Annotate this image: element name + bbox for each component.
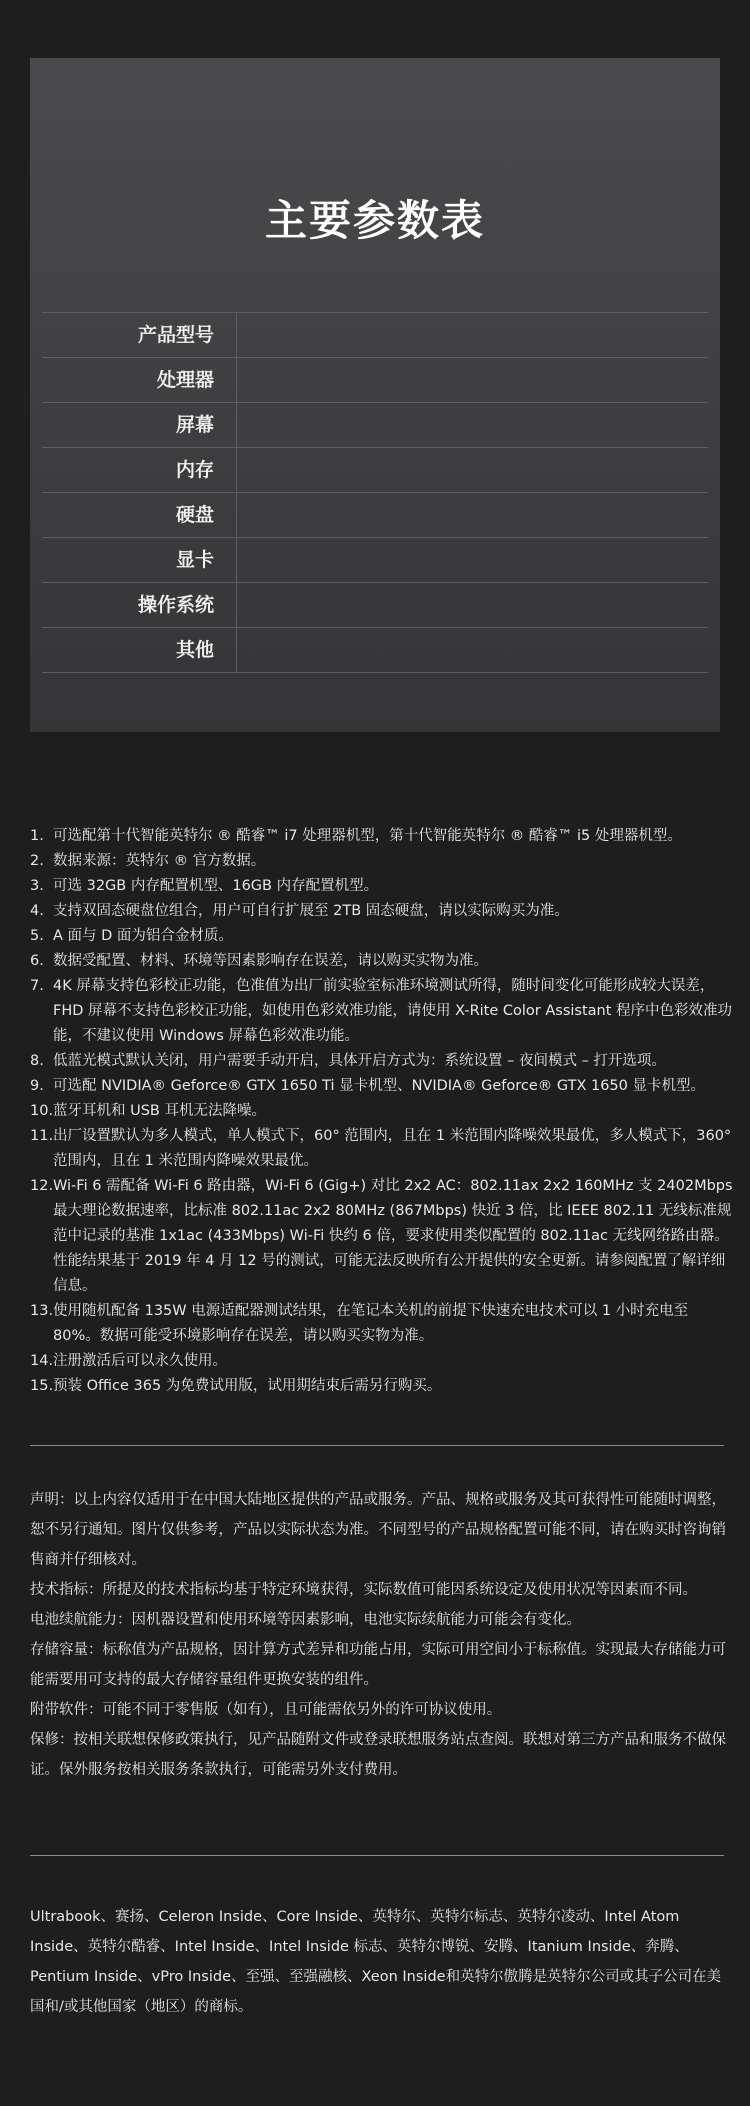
footnote-number: 10. (30, 1103, 54, 1119)
footnote-text: 注册激活后可以永久使用。 (53, 1353, 227, 1369)
footnote-text: 预装 Office 365 为免费试用版，试用期结束后需另行购买。 (53, 1378, 442, 1394)
footnote-text: A 面与 D 面为铝合金材质。 (53, 928, 233, 944)
footnote-item (30, 924, 735, 949)
spec-value (237, 583, 708, 627)
footnote-number: 14. (30, 1353, 54, 1369)
footnote-text: 可选 32GB 内存配置机型、16GB 内存配置机型。 (53, 878, 379, 894)
footnote-number: 8. (30, 1053, 44, 1069)
footnote-number: 11. (30, 1128, 54, 1144)
footnote-text: 数据来源：英特尔 ® 官方数据。 (53, 853, 266, 869)
spec-row-os (42, 583, 708, 628)
footnote-text: 可选配第十代智能英特尔 ® 酷睿™ i7 处理器机型，第十代智能英特尔 ® 酷睿™ i5 处理器机型。 (53, 828, 682, 844)
spec-label: 其他 (42, 628, 237, 672)
footnote-number: 13. (30, 1303, 54, 1319)
spec-row-memory (42, 448, 708, 493)
spec-card (30, 58, 720, 732)
disclaimer-battery: 电池续航能力：因机器设置和使用环境等因素影响，电池实际续航能力可能会有变化。 (30, 1612, 581, 1628)
disclaimer-tech-specs: 技术指标：所提及的技术指标均基于特定环境获得，实际数值可能因系统设定及使用状况等因素而不同。 (30, 1582, 697, 1598)
footnote-text: 使用随机配备 135W 电源适配器测试结果，在笔记本关机的前提下快速充电技术可以 1 小时充电至 80%。数据可能受环境影响存在误差，请以购买实物为准。 (53, 1303, 689, 1344)
footnote-item (30, 1099, 735, 1124)
spec-value (237, 313, 708, 357)
spec-row-graphics (42, 538, 708, 583)
footnote-item (30, 874, 735, 899)
disclaimer-statement: 声明：以上内容仅适用于在中国大陆地区提供的产品或服务。产品、规格或服务及其可获得性可能随时调整，恕不另行通知。图片仅供参考，产品以实际状态为准。不同型号的产品规格配置可能不同，请在购买时咨询销售商并仔细核对。 (30, 1492, 726, 1568)
footnote-number: 4. (30, 903, 44, 919)
footnote-text: 可选配 NVIDIA® Geforce® GTX 1650 Ti 显卡机型、NVIDIA® Geforce® GTX 1650 显卡机型。 (53, 1078, 705, 1094)
spec-value (237, 538, 708, 582)
footnote-text: 数据受配置、材料、环境等因素影响存在误差，请以购买实物为准。 (53, 953, 488, 969)
footnote-item (30, 1374, 735, 1399)
spec-label: 硬盘 (42, 493, 237, 537)
spec-value (237, 628, 708, 672)
footnote-number: 5. (30, 928, 44, 944)
footnote-number: 9. (30, 1078, 44, 1094)
spec-label: 显卡 (42, 538, 237, 582)
footnote-text: 出厂设置默认为多人模式，单人模式下，60° 范围内，且在 1 米范围内降噪效果最优，多人模式下，360° 范围内，且在 1 米范围内降噪效果最优。 (53, 1128, 732, 1169)
spec-row-storage (42, 493, 708, 538)
footnote-number: 12. (30, 1178, 54, 1194)
spec-label: 屏幕 (42, 403, 237, 447)
disclaimer-warranty: 保修：按相关联想保修政策执行，见产品随附文件或登录联想服务站点查阅。联想对第三方产品和服务不做保证。保外服务按相关服务条款执行，可能需另外支付费用。 (30, 1732, 726, 1778)
footnote-number: 3. (30, 878, 44, 894)
disclaimer-storage: 存储容量：标称值为产品规格，因计算方式差异和功能占用，实际可用空间小于标称值。实现最大存储能力可能需要用可支持的最大存储容量组件更换安装的组件。 (30, 1642, 726, 1688)
footnote-text: Wi-Fi 6 需配备 Wi-Fi 6 路由器，Wi-Fi 6 (Gig+) 对比 2x2 AC：802.11ax 2x2 160MHz 支 2402Mbps 最大理论数据速率，比标准 802.11ac 2x2 80MHz (867Mbps) 快近 3 倍，比 IEEE 802.11 无线标准规范中记录的基准 1x1ac (433Mbps) Wi-Fi 快约 6 倍，要求使用类似配置的 802.11ac 无线网络路由器。性能结果基于 2019 年 4 月 12 号的测试，可能无法反映所有公开提供的安全更新。请参阅配置了解详细信息。 (53, 1178, 733, 1294)
footnote-item (30, 824, 735, 849)
footnote-item (30, 949, 735, 974)
disclaimer-section (30, 1485, 730, 1785)
footnote-number: 2. (30, 853, 44, 869)
spec-row-processor (42, 358, 708, 403)
section-divider (30, 1445, 724, 1446)
spec-table-title: 主要参数表 (264, 196, 485, 245)
spec-value (237, 358, 708, 402)
spec-value (237, 448, 708, 492)
footnote-item (30, 1074, 735, 1099)
spec-label: 操作系统 (42, 583, 237, 627)
spec-label: 产品型号 (42, 313, 237, 357)
footnote-item (30, 974, 735, 1049)
footnote-item (30, 899, 735, 924)
spec-value (237, 403, 708, 447)
footnote-number: 7. (30, 978, 44, 994)
footnote-number: 6. (30, 953, 44, 969)
spec-row-other (42, 628, 708, 673)
footnote-text: 4K 屏幕支持色彩校正功能，色准值为出厂前实验室标准环境测试所得，随时间变化可能形成较大误差，FHD 屏幕不支持色彩校正功能，如使用色彩效准功能，请使用 X-Rite Color Assistant 程序中色彩效准功能，不建议使用 Windows 屏幕色彩效准功能。 (53, 978, 733, 1044)
footnote-number: 1. (30, 828, 44, 844)
footnote-item (30, 1049, 735, 1074)
footnote-item (30, 1299, 735, 1349)
spec-row-screen (42, 403, 708, 448)
footnote-item (30, 1349, 735, 1374)
disclaimer-software: 附带软件：可能不同于零售版（如有），且可能需依另外的许可协议使用。 (30, 1702, 502, 1718)
footnote-item (30, 849, 735, 874)
footnote-number: 15. (30, 1378, 54, 1394)
spec-label: 处理器 (42, 358, 237, 402)
footnote-text: 支持双固态硬盘位组合，用户可自行扩展至 2TB 固态硬盘，请以实际购买为准。 (53, 903, 569, 919)
footnotes-list (30, 824, 735, 1399)
footnote-item (30, 1174, 735, 1299)
spec-table (42, 312, 708, 673)
spec-label: 内存 (42, 448, 237, 492)
spec-row-model (42, 313, 708, 358)
footnote-text: 蓝牙耳机和 USB 耳机无法降噪。 (53, 1103, 266, 1119)
footnote-text: 低蓝光模式默认关闭，用户需要手动开启，具体开启方式为：系统设置 – 夜间模式 – 打开选项。 (53, 1053, 666, 1069)
trademark-notice: Ultrabook、赛扬、Celeron Inside、Core Inside、英特尔、英特尔标志、英特尔凌动、Intel Atom Inside、英特尔酷睿、Intel Inside、Intel Inside 标志、英特尔博锐、安腾、Itanium Inside、奔腾、Pentium Inside、vPro Inside、至强、至强融核、Xeon Inside和英特尔傲腾是英特尔公司或其子公司在美国和/或其他国家（地区）的商标。 (30, 1909, 722, 2015)
section-divider (30, 1855, 724, 1856)
spec-value (237, 493, 708, 537)
footnote-item (30, 1124, 735, 1174)
